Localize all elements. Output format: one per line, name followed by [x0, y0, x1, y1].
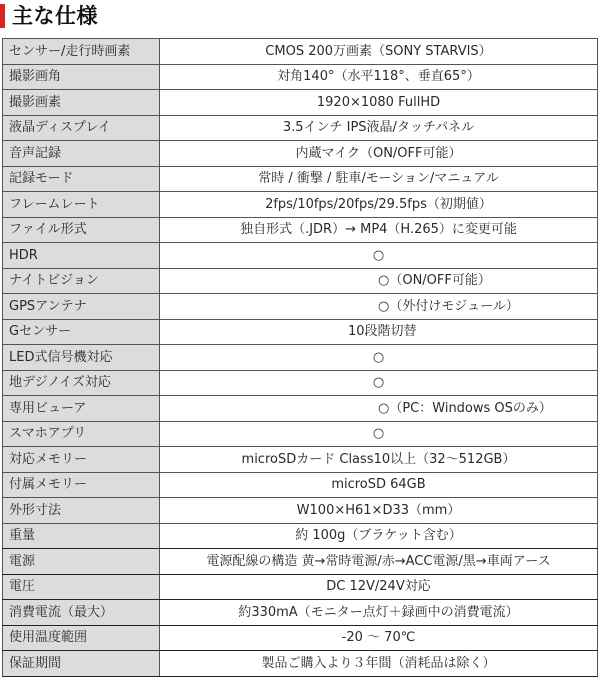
- spec-table: [2, 38, 598, 677]
- table-row: [3, 600, 598, 626]
- table-row: [3, 319, 598, 345]
- row-label-temperature: 使用温度範囲: [3, 625, 160, 651]
- row-label-audio: 音声記録: [3, 141, 160, 167]
- row-label-current: 消費電流（最大）: [3, 600, 160, 626]
- row-label-night-vision: ナイトビジョン: [3, 268, 160, 294]
- table-row: [3, 166, 598, 192]
- table-row: [3, 345, 598, 371]
- row-value-smartphone-app: ○: [160, 421, 598, 447]
- accent-bar: [0, 4, 5, 28]
- row-label-noise: 地デジノイズ対応: [3, 370, 160, 396]
- row-value-temperature: -20 〜 70℃: [160, 625, 598, 651]
- page-title: 主な仕様: [12, 3, 98, 28]
- row-label-hdr: HDR: [3, 243, 160, 269]
- table-row: [3, 651, 598, 677]
- row-label-warranty: 保証期間: [3, 651, 160, 677]
- row-label-weight: 重量: [3, 523, 160, 549]
- row-label-angle: 撮影画角: [3, 64, 160, 90]
- row-value-hdr: ○: [160, 243, 598, 269]
- row-value-power: 電源配線の構造 黄→常時電源/赤→ACC電源/黒→車両アース: [160, 549, 598, 575]
- table-row: [3, 64, 598, 90]
- row-label-smartphone-app: スマホアプリ: [3, 421, 160, 447]
- table-row: [3, 396, 598, 422]
- row-label-sensor: センサー/走行時画素: [3, 39, 160, 65]
- row-value-warranty: 製品ご購入より３年間（消耗品は除く）: [160, 651, 598, 677]
- row-value-display: 3.5インチ IPS液晶/タッチパネル: [160, 115, 598, 141]
- row-value-dimensions: W100×H61×D33（mm）: [160, 498, 598, 524]
- table-row: [3, 447, 598, 473]
- row-value-g-sensor: 10段階切替: [160, 319, 598, 345]
- row-label-resolution: 撮影画素: [3, 90, 160, 116]
- table-row: [3, 243, 598, 269]
- row-value-included-memory: microSD 64GB: [160, 472, 598, 498]
- row-value-current: 約330mA（モニター点灯＋録画中の消費電流）: [160, 600, 598, 626]
- row-label-led-signal: LED式信号機対応: [3, 345, 160, 371]
- table-row: [3, 574, 598, 600]
- table-row: [3, 217, 598, 243]
- row-value-record-mode: 常時 / 衝撃 / 駐車/モーション/マニュアル: [160, 166, 598, 192]
- table-row: [3, 549, 598, 575]
- row-label-supported-memory: 対応メモリー: [3, 447, 160, 473]
- row-value-sensor: CMOS 200万画素（SONY STARVIS）: [160, 39, 598, 65]
- row-label-voltage: 電圧: [3, 574, 160, 600]
- row-label-included-memory: 付属メモリー: [3, 472, 160, 498]
- section-header: [0, 0, 98, 32]
- table-row: [3, 421, 598, 447]
- row-value-viewer: ○（PC：Windows OSのみ）: [160, 396, 598, 422]
- table-row: [3, 90, 598, 116]
- table-row: [3, 268, 598, 294]
- row-value-voltage: DC 12V/24V対応: [160, 574, 598, 600]
- row-label-power: 電源: [3, 549, 160, 575]
- row-value-angle: 対角140°（水平118°、垂直65°）: [160, 64, 598, 90]
- row-label-viewer: 専用ビューア: [3, 396, 160, 422]
- table-row: [3, 39, 598, 65]
- row-label-record-mode: 記録モード: [3, 166, 160, 192]
- row-value-noise: ○: [160, 370, 598, 396]
- table-row: [3, 472, 598, 498]
- row-value-supported-memory: microSDカード Class10以上（32〜512GB）: [160, 447, 598, 473]
- table-row: [3, 523, 598, 549]
- row-value-led-signal: ○: [160, 345, 598, 371]
- row-label-file-format: ファイル形式: [3, 217, 160, 243]
- row-value-weight: 約 100g（ブラケット含む）: [160, 523, 598, 549]
- row-label-g-sensor: Gセンサー: [3, 319, 160, 345]
- row-value-frame-rate: 2fps/10fps/20fps/29.5fps（初期値）: [160, 192, 598, 218]
- row-value-resolution: 1920×1080 FullHD: [160, 90, 598, 116]
- table-row: [3, 625, 598, 651]
- table-row: [3, 115, 598, 141]
- row-value-audio: 内蔵マイク（ON/OFF可能）: [160, 141, 598, 167]
- table-row: [3, 498, 598, 524]
- row-value-gps: ○（外付けモジュール）: [160, 294, 598, 320]
- row-label-display: 液晶ディスプレイ: [3, 115, 160, 141]
- table-row: [3, 370, 598, 396]
- row-value-file-format: 独自形式（.JDR）→ MP4（H.265）に変更可能: [160, 217, 598, 243]
- row-label-gps: GPSアンテナ: [3, 294, 160, 320]
- row-value-night-vision: ○（ON/OFF可能）: [160, 268, 598, 294]
- table-row: [3, 192, 598, 218]
- row-label-dimensions: 外形寸法: [3, 498, 160, 524]
- row-label-frame-rate: フレームレート: [3, 192, 160, 218]
- table-row: [3, 294, 598, 320]
- table-row: [3, 141, 598, 167]
